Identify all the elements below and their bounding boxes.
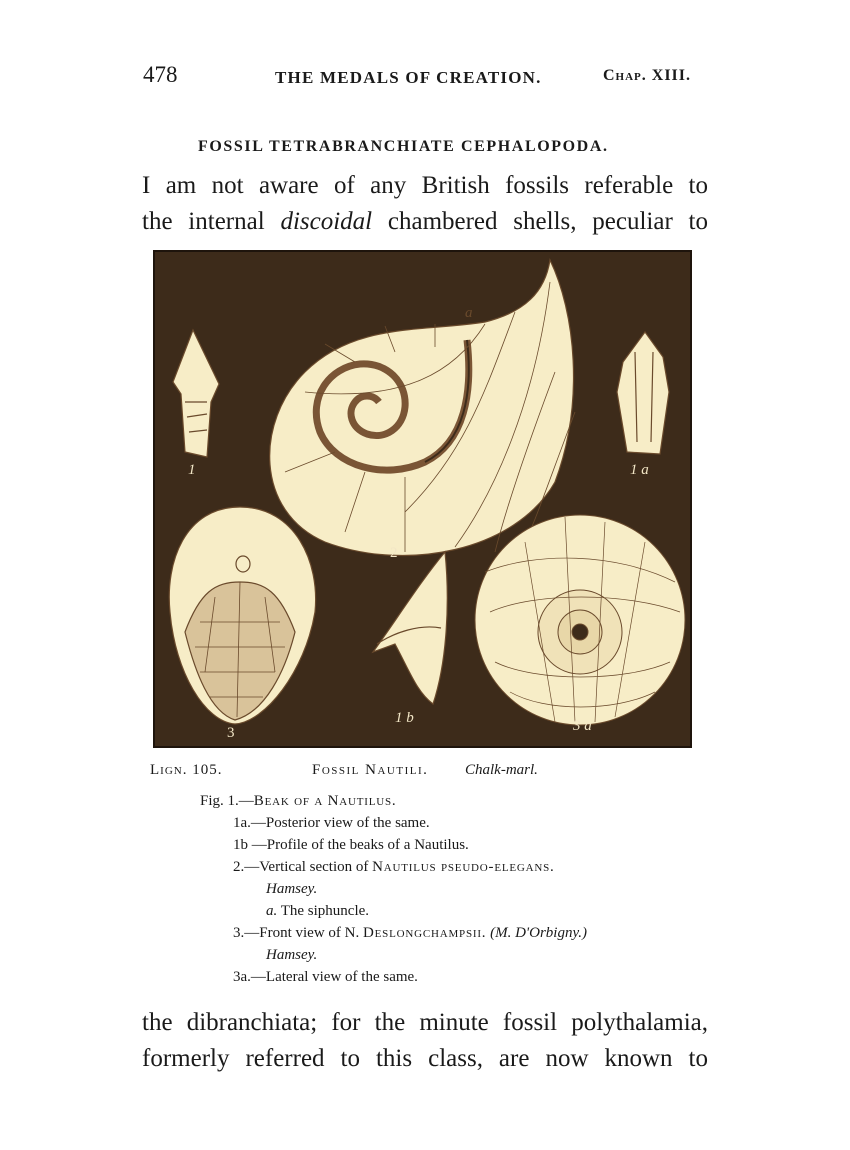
label-fig3: 3 [227,725,235,741]
caption-lign: Lign. 105. [150,762,223,778]
nautilus-front-figure [169,507,315,724]
legend-prefix: 3a.— [233,969,266,985]
legend-text: Lateral view of the same. [265,969,418,985]
beak-profile-figure [373,552,447,704]
legend-row [233,812,587,834]
legend-row [200,790,554,812]
figure-legend [200,790,588,988]
legend-prefix: 1a.— [233,815,266,831]
legend-row [266,900,620,922]
paragraph-top [142,168,708,240]
beak-figure [173,330,219,457]
paragraph-line: formerly referred to this class, are now known to [142,1045,708,1072]
figure-caption [150,760,710,782]
label-fig1b: 1 b [395,710,414,726]
chapter-label: Chap. XIII. [603,67,692,84]
legend-text: Deslongchampsii. [363,925,487,941]
text-run: the internal [142,208,281,235]
legend-text: Profile of the beaks of a Nautilus. [266,837,469,853]
plate-illustration [155,252,690,746]
legend-row [233,966,587,988]
legend-prefix: a. [266,903,278,919]
legend-locality: Hamsey. [266,947,318,963]
label-fig2: 2 [390,545,398,561]
legend-row [233,834,587,856]
paragraph-line: I am not aware of any British fossils referable to [142,172,708,199]
italic-term: discoidal [280,208,373,235]
caption-title: Fossil Nautili. [312,762,429,778]
running-head [0,62,850,92]
engraved-plate [153,250,692,748]
legend-row [233,922,587,944]
legend-text: Posterior view of the same. [265,815,430,831]
label-fig3a: 3 a [573,718,592,734]
paragraph-bottom [142,1005,708,1077]
legend-row [233,856,587,878]
label-fig1a: 1 a [630,462,649,478]
legend-text: Nautilus pseudo-elegans. [372,859,555,875]
beak-posterior-figure [617,332,669,454]
legend-author: (M. D'Orbigny.) [490,925,588,941]
page-number: 478 [143,62,178,87]
legend-prefix: 1b — [233,837,267,853]
label-siphuncle: a [465,305,473,321]
running-title: THE MEDALS OF CREATION. [275,68,542,87]
paragraph-line [142,204,708,240]
legend-prefix: 3.—Front view of N. [233,925,363,941]
legend-prefix: 2.—Vertical section of [233,859,373,875]
text-run: chambered shells, peculiar to [372,208,708,235]
legend-text: Beak of a Nautilus. [253,793,397,809]
legend-row [266,878,620,900]
nautilus-lateral-figure [475,515,685,725]
legend-text: The siphuncle. [280,903,370,919]
paragraph-line: the dibranchiata; for the minute fossil polythalamia, [142,1009,708,1036]
section-heading: FOSSIL TETRABRANCHIATE CEPHALOPODA. [198,138,609,155]
legend-row [266,944,620,966]
caption-subtitle: Chalk-marl. [465,762,538,778]
nautilus-section-figure [270,260,575,556]
label-fig1: 1 [188,462,196,478]
legend-prefix: Fig. 1.— [200,793,254,809]
legend-locality: Hamsey. [266,881,318,897]
